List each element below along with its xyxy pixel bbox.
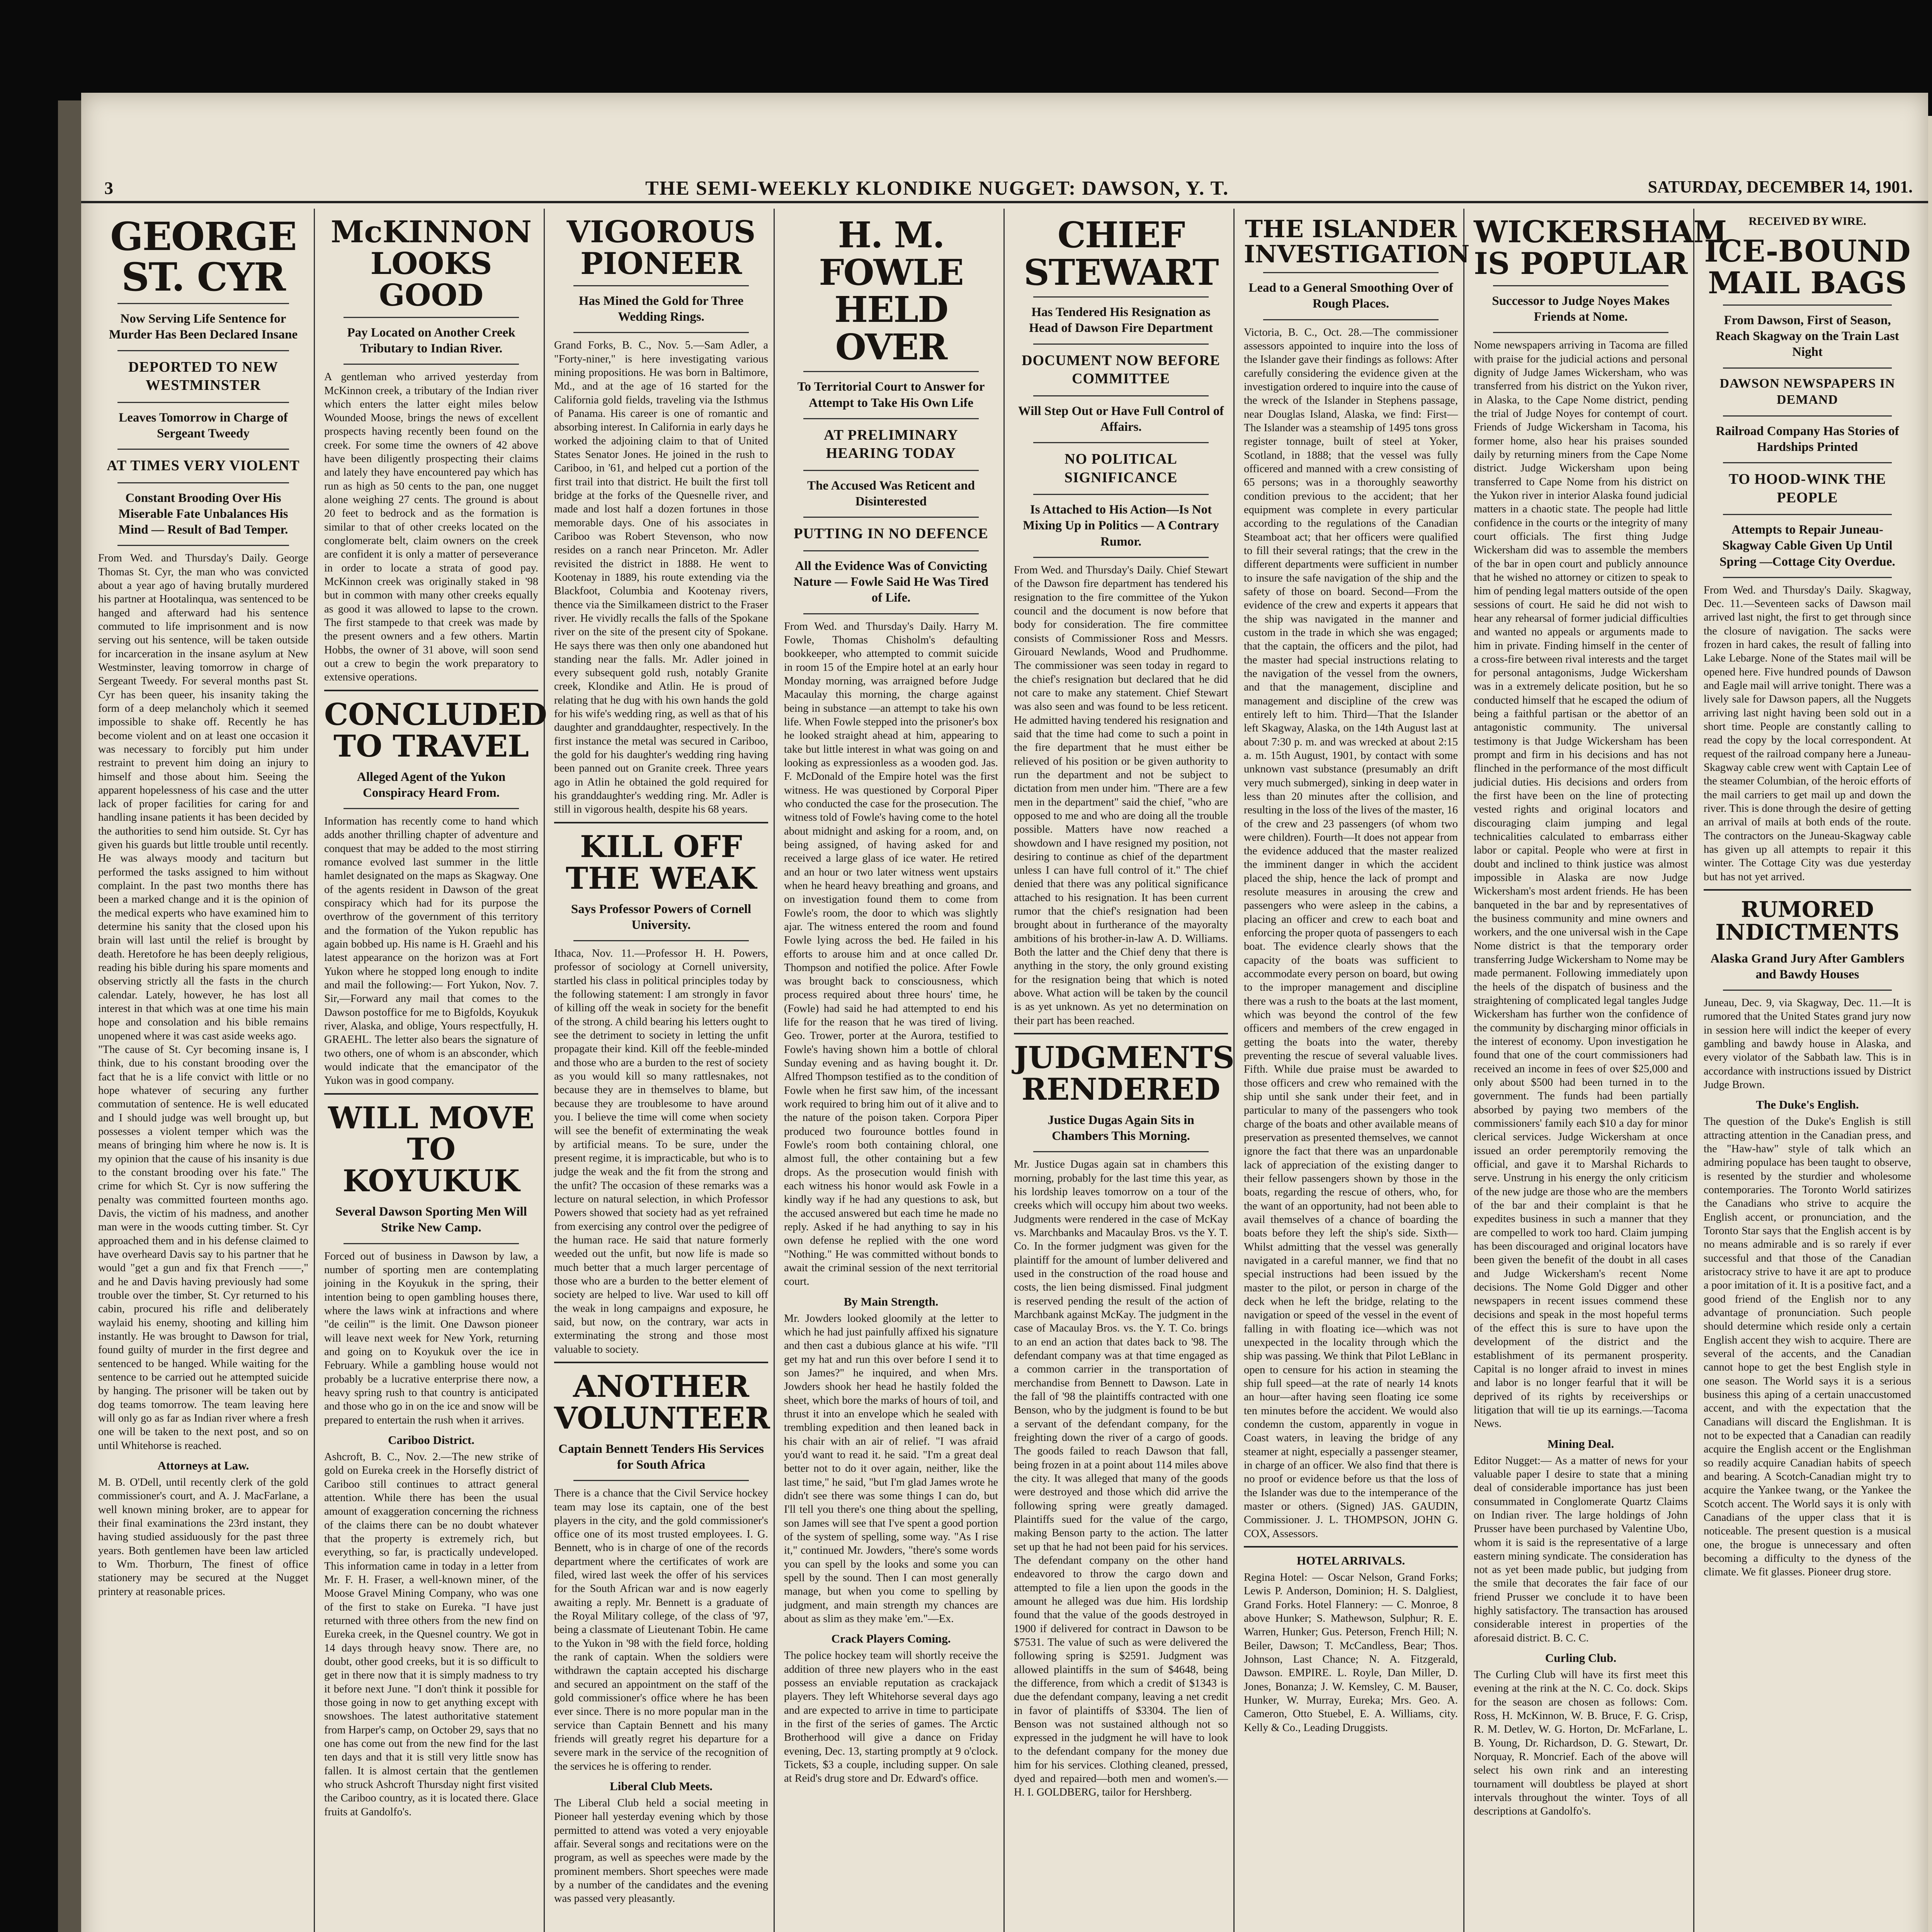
article-body: Regina Hotel: — Oscar Nelson, Grand Forks; Lewis P. Anderson, Dominion; H. S. Dalgliest, Grand Forks. Hotel Flannery: — C. Monroe, 8 above Hunker; S. Mathewson, Sulphur; R. E. Warren, Hunker; Gus. Peterson, French Hill; N. Beiler, Dawson; T. McCandless, Bear; Thos. Johnson, Last Chance; N. A. Fitzgerald, Dawson. EMPIRE. L. Royle, Dan Miller, D. Jones, Bonanza; J. W. Kemsley, C. M. Bauser, Hunker, W. Murray, Eureka; Mrs. Geo. A. Cameron, Otto Stuebel, E. A. Williams, city. Kelly & Co., Leading Druggists. [1244,1571,1458,1734]
deck: Will Step Out or Have Full Control of Affairs. [1018,404,1224,434]
adjacent-page-edge [1928,116,1932,1932]
headline: JUDGMENTS RENDERED [1014,1040,1235,1107]
deck: All the Evidence Was of Convicting Nature — Fowle Said He Was Tired of Life. [793,559,989,605]
deck: NO POLITICAL SIGNIFICANCE [1064,451,1178,486]
deck: Leaves Tomorrow in Charge of Sergeant Tweedy [119,410,288,440]
article-body: M. B. O'Dell, until recently clerk of the gold commissioner's court, and A. J. MacFarlane, a well known mining broker, are to appear for their final examinations the 23rd instant, they having studied assiduously for the past three years. Both gentlemen have been law articled to Wm. Thorburn, The finest of office stationery may be secured at the Nugget printery at reasonable prices. [98,1476,308,1598]
subheading: HOTEL ARRIVALS. [1296,1553,1405,1567]
article-body: Victoria, B. C., Oct. 28.—The commissioner assessors appointed to inquire into the loss of the Islander gave their findings as follows: After carefully considering the evidence given at the investigation ordered to inquire into the cause of the wreck of the Islander in Stephens passage, near Douglas Island, Alaska, we find: First—The Islander was a steamship of 1495 tons gross register tonnage, built of steel at Yoker, Scotland, in 1888; that the vessel was fully officered and manned with a crew consisting of 65 persons; was in a thoroughly seaworthy condition previous to the accident; that her equipment was complete in every particular according to the regulations of the Canadian Steamboat act; that her officers were qualified to fill their several ratings; that the crew in the different departments were sufficient in number to insure the safe navigation of the ship and the safety of those on board. Second—From the evidence of the crew and experts it appears that the ship was navigated in the manner and custom in the trade in which she was engaged; that the captain, the officers and the pilot, had the master had special instructions relating to the navigation of the vessel from the owners, and that the management, discipline and management and discipline of the crew was entirely left to him. Third—That the Islander left Skagway, Alaska, on the 14th August last at about 7:30 p. m. and was wrecked at about 2:15 a. m. 15th August, 1901, by contact with some unknown vast substance (presumably an drift very much submerged), sinking in deep water in less than 20 minutes after the collision, and resulting in the loss of the lives of the master, 16 of the crew and 23 passengers (of whom two were children). Fourth—It does not appear from the evidence adduced that the master realized the imminent danger in which the accident placed the ship, hence the lack of prompt and resolute measures in arousing the crew and passengers who were asleep in the cabins, a placing an officer and crew to each boat and enforcing the proper quota of passengers to each boat. The evidence clearly shows that the capacity of the boats was sufficient to accommodate every person on board, but owing to the improper management and discipline there was a rush to the boats at the last moment, which was beyond the control of the few officers and members of the crew engaged in getting the boats into the water, thereby preventing the rescue of several valuable lives. Fifth. While due praise must be awarded to those officers and crew who remained with the ship until she sank under their feet, and in particular to many of the passengers who took charge of the boats and other available means of preservation as presented themselves, we cannot ignore the fact that there was an unpardonable lack of appreciation of the existing danger to their fellow passengers shown by those in the boats, regarding the rescue of others, who, for the want of an opportunity, had not been able to avail themselves of a chance of boarding the boats before they left the ship's side. Sixth—Whilst admitting that the vessel was generally navigated in a careful manner, we find that no special instructions had been issued by the master to the pilot, or person in charge of the deck when he left the bridge, relating to the navigation or speed of the vessel in the event of falling in with floating ice—which was not unexpected in the locality through which the ship was passing. We think that Pilot LeBlanc in open to censure for his action in steaming the ship full speed—at the rate of nearly 14 knots an hour—after having seen floating ice some ten minutes before the accident. We would also condemn the custom, apparently in vogue in Coast waters, in leaving the bridge of any steamer at night, especially a passenger steamer, in charge of an officer. We also find that there is no proof or evidence before us that the loss of the Islander was due to the intemperance of the master or others. (Signed) JAS. GAUDIN, Commissioner. J. L. THOMPSON, JOHN G. COX, Assessors. [1244,326,1458,1540]
article-body: From Wed. and Thursday's Daily. Harry M. Fowle, Thomas Chisholm's defaulting bookkeeper, who attempted to commit suicide in room 15 of the Empire hotel at an early hour Monday morning, was arraigned before Judge Macaulay this morning, the charge against being in substance —an attempt to take his own life. When Fowle stepped into the prisoner's box he looked straight ahead at him, appearing to take but little interest in what was going on and looking as expressionless as a wooden god. Jas. F. McDonald of the Empire hotel was the first witness. He was questioned by Corporal Piper who conducted the case for the prosecution. The witness told of Fowle's having come to the hotel about midnight and asking for a room, and, on being assigned, of having asked for and received a large glass of ice water. He retired and an hour or two later witness went upstairs when he heard heavy breathing and groans, and on investigation found them to come from Fowle's room, the door to which was slightly ajar. The witness entered the room and found Fowle lying across the bed. He failed in his efforts to arouse him and at once called Dr. Thompson and notified the police. After Fowle was brought back to consciousness, which process required about three hours' time, he (Fowle) had said he had attempted to end his life for the reason that he was tired of living. Geo. Trower, porter at the Aurora, testified to Fowle's having shown him a bottle of chloral Sunday evening and as having bought it. Dr. Alfred Thompson testified as to the condition of Fowle when he first saw him, of the incessant work required to bring him out of it alive and to the nature of the poison taken. Corpora Piper produced two fourounce bottles found in Fowle's room both containing chloral, one almost full, the other containing but a few drops. As the prosecution would finish with each witness his honor would ask Fowle in a kindly way if he had any questions to ask, but the accused answered but each time he made no reply. Asked if he had anything to say in his own defense he replied with the one word "Nothing." He was committed without bonds to await the criminal session of the next territorial court. [784,620,998,1288]
deck: DOCUMENT NOW BEFORE COMMITTEE [1022,352,1220,387]
deck: TO HOOD-WINK THE PEOPLE [1728,471,1886,506]
deck: DAWSON NEWSPAPERS IN DEMAND [1719,376,1895,407]
headline: H. M. FOWLE HELD OVER [819,214,963,368]
headline: RUMORED INDICTMENTS [1715,897,1900,945]
column-8 [1698,209,1917,1932]
subheading: Mining Deal. [1547,1437,1614,1451]
headline: THE ISLANDER INVESTIGATION [1244,215,1470,269]
deck: Has Mined the Gold for Three Wedding Rings. [578,294,744,324]
binding-shadow [58,100,81,1932]
article-body: The police hockey team will shortly receive the addition of three new players who in the east possess an enviable reputation as crackajack players. They left Whitehorse several days ago and are expected to arrive in time to participate in the first of the series of games. The Arctic Brotherhood will give a dance on Friday evening, Dec. 13, starting promptly at 9 o'clock. Tickets, $3 a couple, including supper. On sale at Reid's drug store and Dr. Edward's office. [784,1650,998,1785]
headline: WILL MOVE TO KOYUKUK [328,1100,534,1199]
article-body: From Wed. and Thursday's Daily. Skagway, Dec. 11.—Seventeen sacks of Dawson mail arrived last night, the first to get through since the closure of navigation. The sacks were frozen in hard cakes, the result of falling into Lake Lebarge. None of the States mail will be opened here. Five hundred pounds of Dawson and Eagle mail will arrive tonight. There was a lively sale for Dawson papers, all the Nuggets arriving last night having been sold out in a short time. People are constantly calling to read the copy by the local correspondent. At request of the railroad company here a Juneau-Skagway cable crew went with Captain Lee of the steamer Columbian, of the heroic efforts of the mail carriers to get mail up and down the river. This is done through the desire of getting an arrival of mails at both ends of the route. The contractors on the Juneau-Skagway cable has given up all attempts to repair it this winter. The Cottage City was due yesterday but has not yet arrived. [1704,584,1911,883]
column-7 [1468,209,1727,1932]
masthead-title: THE SEMI-WEEKLY KLONDIKE NUGGET: DAWSON, Y. T. [645,177,1229,199]
headline: KILL OFF THE WEAK [566,829,757,896]
deck: Captain Bennett Tenders His Services for South Africa [558,1442,764,1472]
deck: AT TIMES VERY VIOLENT [107,457,300,474]
subheading: Liberal Club Meets. [609,1779,713,1793]
deck: To Territorial Court to Answer for Attempt to Take His Own Life [797,380,985,410]
headline: VIGOROUS PIONEER [566,214,756,281]
column-3 [549,209,775,1932]
article-body: Mr. Justice Dugas again sat in chambers this morning, probably for the last time this year, as his lordship leaves tomorrow on a tour of the creeks which will occupy him about two weeks. Judgments were rendered in the case of McKay vs. Marchbanks and Macaulay Bros. vs the Y. T. Co. In the former judgment was given for the plaintiff for the amount of lumber delivered and used in the construction of the road house and costs, the lien being dismissed. Final judgment is reserved pending the result of the action of Marchbank against McKay. The judgment in the case of Macaulay Bros. vs. the Y. T. Co. brings to an end an action that dates back to '98. The defendant company was at that time engaged as a common carrier in the transportation of merchandise from Bennett to Dawson. Late in the fall of '98 the plaintiffs contracted with one Benson, who by the judgment is found to be but a servant of the defendant company, for the freighting down the river of a cargo of goods. The goods failed to reach Dawson that fall, being frozen in at a point about 114 miles above the city. It was alleged that many of the goods were destroyed and those which did arrive the following spring were greatly damaged. Plaintiffs sued for the value of the cargo, making Benson party to the action. The latter set up that he had not been paid for his services. The defendant company on the other hand endeavored to throw the cargo down and attempted to file a lien upon the goods in the amount he alleged was due him. His lordship found that the value of the goods destroyed in 1900 if delivered for contract in Dawson to be $7531. The value of such as were delivered the following spring is $2591. Judgment was allowed plaintiffs in the sum of $4648, being the difference, from which a credit of $1343 is due the defendant company, leaving a net credit in favor of plaintiffs of $3304. The lien of Benson was not sustained although not so expressed in the judgment he will have to look to the defendant company for the money due him for his services. Clothing cleaned, pressed, dyed and repaired—both men and women's.—H. I. GOLDBERG, tailor for Hershberg. [1014,1158,1228,1799]
headline: WICKERSHAM IS POPULAR [1474,214,1727,281]
deck: Alleged Agent of the Yukon Conspiracy Heard From. [357,770,506,800]
deck: From Dawson, First of Season, Reach Skagway on the Train Last Night [1716,313,1899,359]
article-body: Editor Nugget:— As a matter of news for your valuable paper I desire to state that a mining deal of considerable importance has just been consummated in Conglomerate Quartz Claims on Indian river. The large holdings of John Prusser have been purchased by Valentine Ubo, whom it is said is the representative of a large eastern mining syndicate. The consideration has not as yet been made public, but judging from the smile that decorates the fair face of our friend Prusser we conclude it to have been highly satisfactory. The transaction has aroused considerable interest in properties of the aforesaid district. B. C. C. [1474,1454,1688,1644]
article-body: Grand Forks, B. C., Nov. 5.—Sam Adler, a "Forty-niner," is here investigating various mining propositions. He was born in Baltimore, Md., and at the age of 16 started for the California gold fields, traveling via the Isthmus of Panama. His career is one of romantic and absorbing interest. In California in early days he worked the adjoining claim to that of United States Senator Jones. He joined in the rush to Cariboo, in '61, and helped cut a portion of the first trail into that district. He built the first toll bridge at the forks of the Quesnelle river, and made and lost half a dozen fortunes in those memorable days. One of his associates in Cariboo was Robert Stevenson, who now resides on a ranch near Princeton. Mr. Adler revisited the district in 1888. He went to Kootenay in 1889, his route extending via the Blackfoot, Columbia and Kootenay rivers, thence via the Similkameen district to the Fraser river. He vividly recalls the falls of the Spokane river on the site of the present city of Spokane. He says there was then only one abandoned hut standing near the falls. Mr. Adler joined in every subsequent gold rush, notably Granite creek, Klondike and Atlin. He is proud of relating that he dug with his own hands the gold for his wife's wedding ring, as well as that of his daughter and granddaughter, respectively. In the first instance the metal was secured in Cariboo, the gold for his daughter's wedding ring having been panned out on Granite creek. Three years ago in Atlin he obtained the gold required for his granddaughter's wedding ring. Mr. Adler is still in vigorous health, despite his 68 years. [554,339,768,816]
article-body: "The cause of St. Cyr becoming insane is, I think, due to his constant brooding over the fact that he is a life convict with little or no hope whatever of securing any further commutation of sentence. He is well educated and I should judge was well brought up, but possesses a violent temper which was the means of bringing him where he now is. It is my opinion that the cause of his insanity is due to the constant brooding over his fate." The crime for which St. Cyr is now suffering the penalty was committed fourteen months ago. Davis, the victim of his madness, and another man were in the woods cutting timber. St. Cyr approached them and in his defense claimed to have overheard Davis say to his partner that he would "get a gun and fix that French ——," and he and Davis having previously had some trouble over the timber, St. Cyr returned to his cabin, procured his rifle and deliberately waylaid his enemy, shooting and killing him instantly. He was brought to Dawson for trial, found guilty of murder in the first degree and sentenced to be hanged. While waiting for the sentence to be carried out he attempted suicide by hanging. The prisoner will be taken out by dog teams tomorrow. The team leaving here will only go as far as Indian river where a fresh one will be taken to the next post, and so on until Whitehorse is reached. [98,1044,308,1452]
article-body: The Liberal Club held a social meeting in Pioneer hall yesterday evening which by those permitted to attend was voted a very enjoyable affair. Several songs and recitations were on the program, as well as speeches were made by the prominent members. Short speeches were made by a number of the candidates and the evening was passed very pleasantly. [554,1797,768,1905]
deck: Successor to Judge Noyes Makes Friends at Nome. [1492,294,1670,324]
column-5 [1009,209,1235,1932]
article-body: Mr. Jowders looked gloomily at the letter to which he had just painfully affixed his signature and then cast a dubious glance at his wife. "I'll get my hat and run this over before I send it to son James?" he inquired, and when Mrs. Jowders shook her head he hastily folded the sheet, which bore the marks of hours of toil, and thrust it into an envelope which he sealed with trembling expedition and then leaned back in his chair with an air of relief. "I was afraid you'd want to read it. he said. "I'm a great deal better not to do it over again, neither, like the last time," he said, "but I'm glad James wrote he didn't see there was some things I can do, but I'll tell you there's one thing about the spelling, son James will see that I've spent a good portion of the system of spelling, some way. "As I rise it," continued Mr. Jowders, "there's some words you can spell by the looks and some you can spell by the sound. Then I can most generally manage, but when you come to spelling by judgment, and main strength my chances are about as slim as they make 'em."—Ex. [784,1312,998,1625]
deck: DEPORTED TO NEW WESTMINSTER [128,359,279,393]
deck: The Accused Was Reticent and Disinterested [807,478,975,509]
article-body: Nome newspapers arriving in Tacoma are filled with praise for the judicial actions and personal dignity of Judge James Wickersham, who was transferred from his district on the Yukon river, in Alaska, to the Cape Nome district, pending the trial of Judge Noyes for contempt of court. Friends of Judge Wickersham in Tacoma, his former home, also hear his praises sounded daily by returning miners from the Cape Nome district. Judge Wickersham upon being transferred to Cape Nome from his district on the Yukon river in interior Alaska found judicial matters in a chaotic state. The people had little confidence in the courts or the integrity of many court officials. The first thing Judge Wickersham did was to assemble the members of the bar in open court and publicly announce that he wished no attorney or citizen to speak to him of pending legal matters outside of the open sessions of court. He said he did not wish to hear any rehearsal of former judicial difficulties and wanted no appeals or arguments made to him in private. Finding himself in the center of a cross-fire between rival interests and the target for personal antagonisms, Judge Wickersham was in a extremely delicate position, but he so conducted himself that he escaped the odium of being a faithful partisan or the abettor of an antagonistic community. The universal testimony is that Judge Wickersham has been prompt and firm in his decisions and has not flinched in the performance of the most difficult judicial duties. His decisions and orders from the first have been on the line of protecting vested rights and original locators and discouraging claim jumping and legal technicalities calculated to embarrass either labor or capital. People who were at first in doubt and inclined to think justice was almost impossible in Alaska are now Judge Wickersham's most ardent friends. He has been banqueted in the bar and by representatives of the business community and mine owners and workers, and the one universal wish in the Cape Nome district is that the temporary order transferring Judge Wickersham to Nome may be made permanent. Following immediately upon the heels of the dispatch of business and the straightening of complicated legal tangles Judge Wickersham has further won the confidence of the community by discharging minor officials in the interest of economy. Upon investigation he found that one of the court commissioners had received an income in fees of over $25,000 and only about $500 had been turned in to the government. The funds had been partially absorbed by paying two members of the commissioners' family each $10 a day for minor clerical services. Judge Wickersham at once issued an order peremptorily removing the official, and gave it to Marshal Richards to serve. Unstrung in his energy the only criticism of the new judge are those who are the members of the bar and their complaint is that he expedites business in such a manner that they are compelled to work too hard. Claim jumping has been discouraged and original locators have been given the benefit of the doubt in all cases and Judge Wickersham's recent Nome decisions. The Nome Gold Digger and other newspapers in recent issues commend these decisions and speak in the most hopeful terms of the effect this is sure to have upon the development of the district and the establishment of its permanent prosperity. Capital is no longer afraid to invest in mines and labor is no longer fearful that it will be deprived of its rights by receiverships or litigation that will tie up its earnings.—Tacoma News. [1474,339,1688,1430]
headline: McKINNON LOOKS GOOD [331,214,532,313]
article-body: From Wed. and Thursday's Daily. Chief Stewart of the Dawson fire department has tendered his resignation to the fire committee of the Yukon council and the document is now before that body for consideration. The fire committee consists of Commissioner Ross and Messrs. Girouard Newlands, Wood and Prudhomme. The commissioner was seen today in regard to the chief's resignation but declared that he did not care to make any statement. Chief Stewart was also seen and was found to be less reticent. He admitted having tendered his resignation and said that the time had come to such a point in the fire department that he must either be relieved of his position or be given authority to run the department and not be subject to dictation from men under him. "There are a few men in the department" said the chief, "who are opposed to me and who are doing all the trouble possible. Matters have now reached a showdown and I have resigned my position, not desiring to continue as chief of the department unless I can have full control of it." The chief denied that there was any political significance attached to his resignation. It has been current rumor that the chief's resignation had been brought about in furtherance of the mayoralty ambitions of his brother-in-law A. D. Williams. Both the latter and the Chief deny that there is anything in the story, the only ground existing for the resignation being that which is noted above. What action will be taken by the council is as yet unknown. As yet no determination on their part has been reached. [1014,564,1228,1027]
page-number: 3 [104,178,113,198]
deck: Attempts to Repair Juneau-Skagway Cable Given Up Until Spring —Cottage City Overdue. [1719,523,1895,569]
column-6 [1238,209,1470,1932]
article-body: A gentleman who arrived yesterday from McKinnon creek, a tributary of the Indian river which enters the latter eight miles below Wounded Moose, brings the news of excellent prospects having recently been found on the creek. For some time the owners of 42 above have been diligently prospecting their claims and lately they have encountered pay which has run as high as 50 cents to the pan, one nugget alone weighing 27 cents. The ground is about 20 feet to bedrock and as the formation is similar to that of other creeks located on the conglomerate belt, claim owners on the creek are confident it is only a matter of perseverance in order to locate a strata of good pay. McKinnon creek was originally staked in '98 but in common with many other creeks equally as good it was allowed to lapse to the crown. The first stampede to that creek was made by the present owners and a few others. Martin Hobbs, the owner of 31 above, will soon send out a crew to begin the work preparatory to extensive operations. [324,371,538,684]
article-body: The Curling Club will have its first meet this evening at the rink at the N. C. Co. dock. Skips for the season are chosen as follows: Com. Ross, H. McKinnon, W. B. Bruce, F. G. Crisp, R. M. Detlev, W. G. Horton, Dr. McFarlane, L. B. Young, Dr. Richardson, D. G. Stewart, Dr. Norquay, R. Moncrief. Each of the above will select his own rink and an interesting tournament will doubtless be played at short intervals throughout the winter. Toys of all descriptions at Gandolfo's. [1474,1669,1688,1818]
column-4 [779,209,1005,1932]
masthead-date: SATURDAY, DECEMBER 14, 1901. [1648,177,1913,196]
deck: PUTTING IN NO DEFENCE [794,526,988,542]
deck: Says Professor Powers of Cornell University. [571,902,752,932]
article-body: Information has recently come to hand which adds another thrilling chapter of adventure and conquest that may be added to the most stirring romance evolved last summer in the little hamlet designated on the maps as Skagway. One of the agents resident in Dawson of the great conspiracy which had for its purpose the overthrow of the government of this territory and the formation of the Yukon republic has again bobbed up. His name is H. Graehl and his latest appearance on the horizon was at Fort Yukon where he stopped long enough to indite and mail the following:— Fort Yukon, Nov. 7. Sir,—Forward any mail that comes to the Dawson postoffice for me to Bigfolds, Koyukuk river, Alaska, and oblige, Yours respectfully, H. GRAEHL. The letter also bears the signature of two others, one of whom is an absconder, which would indicate that the emancipator of the Yukon was in good company. [324,815,538,1087]
article-body: Ashcroft, B. C., Nov. 2.—The new strike of gold on Eureka creek in the Horsefly district of Cariboo still continues to attract general attention. While there has been the usual amount of exaggeration concerning the richness of the claims there can be no doubt whatever that the property is extremely rich, but everything, so far, is practically undeveloped. This information came in today in a letter from Mr. F. H. Fraser, a well-known miner, of the Moose Gravel Mining Company, who was one of the first to stake on Eureka. "I have just returned with three others from the new find on Eureka creek, in the Quesnel country. We got in 14 days through heavy snow. There are, no doubt, other good creeks, but it is so difficult to get in there now that it is simply madness to try it before next June. "I don't think it possible for those going in now to get anything except with snowshoes. The latest authoritative statement from Harper's camp, on October 29, says that no one has come out from the new find for the last ten days and that it is still very little snow has fallen. It is almost certain that the gentlemen who struck Ashcroft Thursday night first visited the Cariboo country, as it is located there. Glace fruits at Gandolfo's. [324,1451,538,1818]
headline: ANOTHER VOLUNTEER [554,1369,770,1436]
subheading: Attorneys at Law. [157,1458,249,1472]
deck: Justice Dugas Again Sits in Chambers This Morning. [1048,1113,1194,1143]
subheading: The Duke's English. [1756,1098,1859,1112]
headline: CONCLUDED TO TRAVEL [324,697,547,764]
deck: Alaska Grand Jury After Gamblers and Bawdy Houses [1710,951,1905,981]
article-body: There is a chance that the Civil Service hockey team may lose its captain, one of the best players in the city, and the gold commissioner's office one of its most trusted employees. I. G. Bennett, who is in charge of one of the records department where the certificates of work are filed, wired last week the offer of his services for the South African war and is now eagerly awaiting a reply. Mr. Bennett is a graduate of the Royal Military college, of the class of '97, being a classmate of Lieutenant Tobin. He came to the Yukon in '98 with the field force, holding the rank of captain. When the soldiers were withdrawn the captain accepted his discharge and secured an appointment on the staff of the gold commissioner's office where he has been ever since. There is no more popular man in the service than Captain Bennett and his many friends will greatly regret his departure for a severe mark in the service of the recognition of the services he is offering to render. [554,1487,768,1772]
subheading: Crack Players Coming. [831,1632,951,1646]
headline: ICE-BOUND MAIL BAGS [1704,234,1911,301]
subheading: Cariboo District. [388,1433,474,1447]
headline: CHIEF STEWART [1024,214,1218,293]
subheading: By Main Strength. [844,1294,939,1308]
column-1 [93,209,315,1932]
deck: Is Attached to His Action—Is Not Mixing Up in Politics — A Contrary Rumor. [1023,503,1219,549]
newspaper-page [81,93,1928,1932]
deck: Railroad Company Has Stories of Hardships Printed [1716,424,1899,454]
columns [93,209,1917,1932]
article-body: From Wed. and Thursday's Daily. George Thomas St. Cyr, the man who was convicted about a year ago of having brutally murdered his partner at Hootalinqua, was sentenced to be hanged and afterward had his sentence commuted to life imprisonment and is now serving out his sentence, will be taken outside for incarceration in the insane asylum at New Westminster, leaving tomorrow in charge of Sergeant Tweedy. For several months past St. Cyr has been queer, his insanity taking the form of a deep melancholy which it seemed impossible to shake off. Recently he has become violent and on at least one occasion it was necessary to forcibly put him under restraint to prevent him doing an injury to himself and those about him. Seeing the apparent hopelessness of his case and the utter lack of proper facilities for caring for and handling insane patients it has been decided by the authorities to send him outside. St. Cyr has given his guards but little trouble until recently. He was always moody and taciturn but performed the tasks assigned to him without complaint. In the past two months there has been a marked change and it is the opinion of the medical experts who have examined him to determine his sanity that the closed upon his brain will last until the relief is brought by death. Heretofore he has been deeply religious, reading his bible during his spare moments and observing strictly all the fasts in the church calendar. Lately, however, he has lost all interest in that which was at one time his main hope and consolation and his bible remains unopened where it was cast aside weeks ago. [98,552,308,1042]
column-2 [319,209,545,1932]
article-body: Ithaca, Nov. 11.—Professor H. H. Powers, professor of sociology at Cornell university, startled his class in political principles today by the following statement: I am strongly in favor of killing off the weak in society for the benefit of the strong. A child bearing his letters ought to see the detriment to society in letting the unfit propagate their kind. Kill off the feeble-minded and those who are a burden to the rest of society as you would kill so many rattlesnakes, not because they are in themselves to blame, but because they are troublesome to have around you. I believe the time will come when society will see the benefit of exterminating the weak by artificial means. To be sure, under the present regime, it is impracticable, but who is to judge the weak and the fit from the strong and the unfit? The occasion of these remarks was a lecture on natural selection, in which Professor Powers showed that society had as yet refrained from exercising any control over the pedigree of the human race. He said that nature formerly weeded out the unfit, but now life is made so much better that a much larger percentage of those who are a burden to the better element of society are helped to live. War used to kill off the weak in long campaigns and exposure, he said, but now, on the contrary, war acts in exterminating the strong and those most valuable to society. [554,947,768,1355]
deck: Lead to a General Smoothing Over of Rough Places. [1248,281,1453,311]
headline: GEORGE ST. CYR [110,214,296,300]
wire-tag: RECEIVED BY WIRE. [1748,215,1866,228]
subheading: Curling Club. [1545,1651,1617,1665]
deck: Several Dawson Sporting Men Will Strike New Camp. [335,1205,527,1235]
deck: Pay Located on Another Creek Tributary to Indian River. [347,325,515,355]
deck: Now Serving Life Sentence for Murder Has Been Declared Insane [109,312,298,342]
article-body: The question of the Duke's English is still attracting attention in the Canadian press, and the "Haw-haw" style of talk which an admiring populace has been taught to observe, is resented by the sturdier and wholesome contemporaries. The Toronto World satirizes the Canadians who strive to acquire the English accent, or pronunciation, and the Toronto Star says that the English accent is by no means admirable and is so rarely if ever successful and that those of the Canadian aristocracy strive to have it are apt to produce a poor imitation of it. It is a positive fact, and a good friend of the English nor to any advantage of pronunciation. Such people should determine which reside only a certain English accent they wish to acquire. There are several of the accents, and the Canadian cannot hope to get the best English style in one season. The World says it is a serious business this aping of a certain unaccustomed accent, and with the expectation that the Canadians will discard the Englishman. It is not to be expected that a Canadian can readily acquire the English accent or the Englishman so readily acquire Canadian habits of speech and bearing. A Scotch-Canadian might try to acquire the Yankee twang, or the Yankee the Scotch accent. The World says it is only with Canadians of the upper class that it is noticeable. The present question is a musical one, the brogue is unnecessary and often becoming a difficulty to the dyness of the climate. We fit glasses. Pioneer drug store. [1704,1116,1911,1578]
deck: AT PRELIMINARY HEARING TODAY [823,427,958,462]
deck: Has Tendered His Resignation as Head of Dawson Fire Department [1029,305,1213,335]
article-body: Juneau, Dec. 9, via Skagway, Dec. 11.—It is rumored that the United States grand jury now in session here will indict the keeper of every gambling and bawdy house in Alaska, and every violator of the Sabbath law. This is in accordance with instructions issued by District Judge Brown. [1704,997,1911,1091]
masthead [81,174,1928,203]
article-body: Forced out of business in Dawson by law, a number of sporting men are contemplating joining in the Koyukuk in the spring, their intention being to open gambling houses there, where the laws wink at infractions and where "de ceilin'" is the limit. One Dawson pioneer will leave next week for New York, returning and going on to Koyukuk over the ice in February. While a gambling house would not probably be a lucrative enterprise there now, a heavy spring rush to that country is anticipated and those who go in on the ice and snow will be prepared to entertain the rush when it arrives. [324,1250,538,1426]
deck: Constant Brooding Over His Miserable Fate Unbalances His Mind — Result of Bad Temper. [118,491,288,537]
